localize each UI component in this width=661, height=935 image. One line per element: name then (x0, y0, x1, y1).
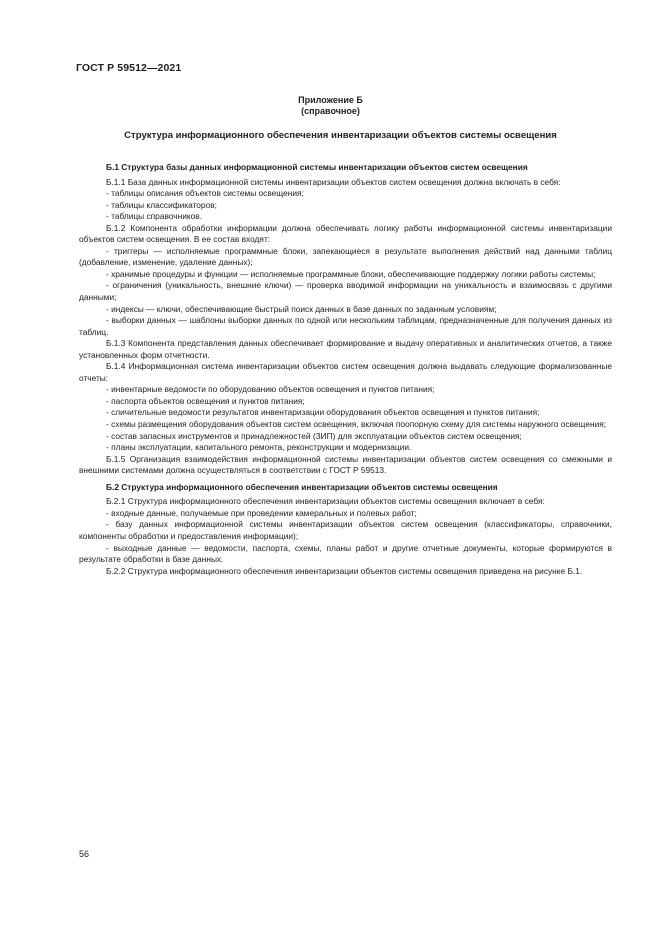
list-item: - входные данные, получаемые при проведении камеральных и полевых работ; (106, 507, 417, 518)
list-item: - состав запасных инструментов и принадлежностей (ЗИП) для эксплуатации объектов систем освещения; (106, 430, 522, 441)
page-number: 56 (79, 849, 90, 859)
paragraph: Б.1.4 Информационная система инвентаризации объектов систем освещения должна выдавать следующие формализованные отчеты: (79, 361, 612, 383)
list-item: - паспорта объектов освещения и пунктов питания; (106, 395, 305, 406)
list-item: - сличительные ведомости результатов инвентаризации оборудования объектов освещения и пунктов питания; (106, 407, 540, 418)
list-item: - хранимые процедуры и функции — исполняемые программные блоки, обеспечивающие поддержку логики работы системы; (106, 268, 596, 279)
appendix-title: Приложение Б (298, 95, 363, 105)
appendix-subtitle: (справочное) (301, 106, 360, 116)
list-item: - ограничения (уникальность, внешние ключи) — проверка вводимой информации на уникальность и взаимосвязь с другими данными; (79, 280, 612, 303)
main-title: Структура информационного обеспечения инвентаризации объектов системы освещения (124, 130, 557, 141)
paragraph: Б.1.2 Компонента обработки информации должна обеспечивать логику работы информационной системы инвентаризации объектов систем освещения. В ее состав входят: (79, 222, 612, 245)
list-item: - планы эксплуатации, капитального ремонта, реконструкции и модернизации. (106, 442, 412, 453)
list-item: - таблицы справочников. (106, 211, 203, 222)
document-code-header: ГОСТ Р 59512—2021 (76, 62, 182, 74)
paragraph: Б.2.2 Структура информационного обеспечения инвентаризации объектов системы освещения приведена на рисунке Б.1. (106, 565, 583, 576)
list-item: - триггеры — исполняемые программные блоки, запекающиеся в результате выполнения действий над данными таблиц (добавление, изменение, удаление данных); (79, 245, 612, 268)
list-item: - инвентарные ведомости по оборудованию объектов освещения и пунктов питания; (106, 384, 435, 395)
list-item: - выходные данные — ведомости, паспорта, схемы, планы работ и другие отчетные документы, которые формируются в результате обработки в базе данных. (79, 542, 612, 565)
paragraph: Б.1.3 Компонента представления данных обеспечивает формирование и выдачу оперативных и аналитических отчетов, а также установленных форм отчетности. (79, 338, 612, 360)
body-text (79, 162, 612, 577)
section-b2-heading: Б.2 Структура информационного обеспечения инвентаризации объектов системы освещения (106, 481, 498, 492)
list-item: - таблицы классификаторов; (106, 199, 217, 210)
appendix-title-block (0, 95, 661, 117)
section-b1-heading: Б.1 Структура базы данных информационной системы инвентаризации объектов систем освещения (106, 162, 528, 172)
paragraph: Б.1.1 База данных информационной системы инвентаризации объектов систем освещения должна включать в себя: (106, 176, 561, 187)
list-item: - индексы — ключи, обеспечивающие быстрый поиск данных в базе данных по заданным условиям; (106, 303, 497, 314)
list-item: - выборки данных — шаблоны выборки данных по одной или нескольким таблицам, предназначенные для получения данных из таблиц. (79, 315, 612, 337)
paragraph: Б.2.1 Структура информационного обеспечения инвентаризации объектов системы освещения включает в себя: (106, 496, 545, 507)
paragraph: Б.1.5 Организация взаимодействия информационной системы инвентаризации объектов систем освещения со смежными и внешними системами должна осуществляться в соответствии с ГОСТ Р 59513. (79, 453, 612, 476)
list-item: - схемы размещения оборудования объектов систем освещения, включая поопорную схему для системы наружного освещения; (106, 419, 607, 430)
list-item: - таблицы описания объектов системы освещения; (106, 188, 304, 199)
list-item: - базу данных информационной системы инвентаризации объектов систем освещения (классификаторы, справочники, компоненты обработки и предоставления информации); (79, 519, 612, 541)
